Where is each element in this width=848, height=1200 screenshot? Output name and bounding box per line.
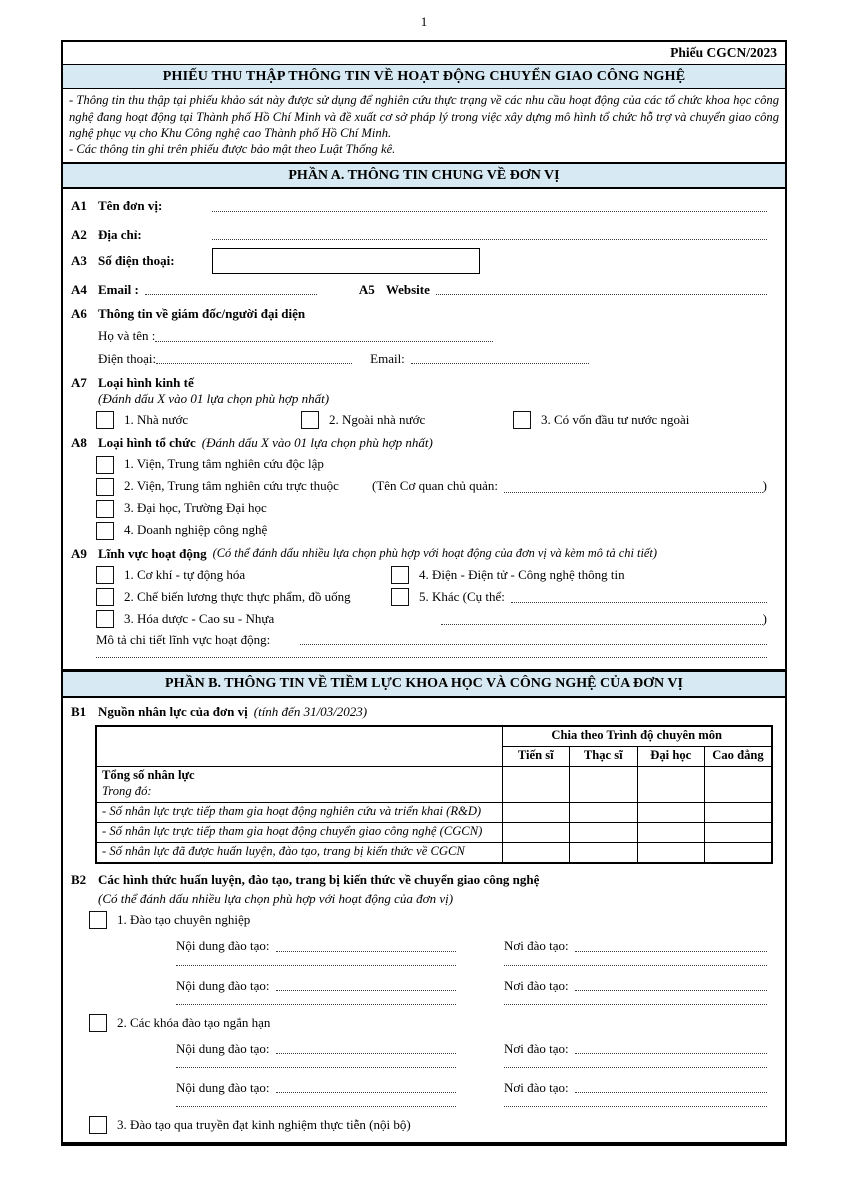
b2-option-1-checkbox[interactable] bbox=[89, 911, 107, 929]
b2-place-label: Nơi đào tạo: bbox=[504, 977, 569, 993]
a6-email-label: Email: bbox=[370, 350, 405, 366]
a7-option-2-checkbox[interactable] bbox=[301, 411, 319, 429]
a8-label: Loại hình tổ chức bbox=[98, 435, 196, 451]
a3-label: Số điện thoại: bbox=[98, 252, 175, 268]
b2-content-label: Nội dung đào tạo: bbox=[176, 977, 270, 993]
form-code: Phiếu CGCN/2023 bbox=[63, 42, 785, 65]
row-a3 bbox=[71, 248, 767, 274]
table-row bbox=[96, 843, 772, 863]
a8-option-1-label: 1. Viện, Trung tâm nghiên cứu độc lập bbox=[124, 456, 324, 472]
b1-row-total-label: Tổng số nhân lực Trong đó: bbox=[96, 767, 502, 803]
b1-row-cgcn-label: - Số nhân lực trực tiếp tham gia hoạt động chuyển giao công nghệ (CGCN) bbox=[96, 823, 502, 843]
a7-option-1-label: 1. Nhà nước bbox=[124, 412, 189, 428]
a9-option-1-checkbox[interactable] bbox=[96, 566, 114, 584]
b2-content-fill-line bbox=[276, 1052, 456, 1054]
b1-cell-input[interactable] bbox=[570, 823, 638, 843]
a7-option-1 bbox=[96, 411, 301, 429]
b2-place-fill-line bbox=[575, 1052, 767, 1054]
b2-entry-cont-row bbox=[71, 964, 767, 969]
a8-option-3-row bbox=[71, 500, 767, 518]
a2-code: A2 bbox=[71, 226, 87, 242]
a9-options-row-3 bbox=[71, 610, 767, 628]
b2-place-fill-line bbox=[575, 950, 767, 952]
b2-content-label: Nội dung đào tạo: bbox=[176, 1040, 270, 1056]
b1-col-tien-si: Tiến sĩ bbox=[502, 747, 570, 767]
b1-cell-input[interactable] bbox=[570, 767, 638, 803]
b2-place-fill-line bbox=[575, 989, 767, 991]
b1-label: Nguồn nhân lực của đơn vị bbox=[98, 703, 248, 719]
b1-table bbox=[95, 725, 773, 864]
a5-label: Website bbox=[385, 281, 430, 297]
a8-code: A8 bbox=[71, 435, 87, 451]
row-a4-a5 bbox=[71, 282, 767, 298]
a9-options-row-2 bbox=[71, 588, 767, 606]
section-b-body bbox=[63, 698, 785, 1143]
a9-label: Lĩnh vực hoạt động bbox=[98, 545, 207, 561]
b2-content-fill-line bbox=[276, 950, 456, 952]
row-a8 bbox=[71, 435, 767, 451]
b1-code: B1 bbox=[71, 703, 87, 719]
form-sheet bbox=[61, 40, 787, 1146]
a5-fill-line bbox=[436, 293, 767, 295]
b2-content-fill-line-2 bbox=[176, 1003, 456, 1005]
a9-option-2-label: 2. Chế biến lương thực thực phẩm, đồ uống bbox=[124, 588, 351, 604]
b2-content-label: Nội dung đào tạo: bbox=[176, 1080, 270, 1096]
row-b1 bbox=[71, 704, 767, 720]
section-a-body bbox=[63, 189, 785, 669]
a6-name-fill-line bbox=[155, 340, 493, 342]
a9-option-2-checkbox[interactable] bbox=[96, 588, 114, 606]
a9-option-2 bbox=[96, 588, 391, 606]
a6-code: A6 bbox=[71, 306, 87, 322]
a9-option-5-fill-line-2 bbox=[441, 623, 763, 625]
a9-option-4-checkbox[interactable] bbox=[391, 566, 409, 584]
b2-option-2-checkbox[interactable] bbox=[89, 1014, 107, 1032]
a9-detail-label: Mô tả chi tiết lĩnh vực hoạt động: bbox=[96, 631, 271, 647]
b1-row-trained-label: - Số nhân lực đã được huấn luyện, đào tạo, trang bị kiến thức về CGCN bbox=[96, 843, 502, 863]
b1-cell-input[interactable] bbox=[705, 843, 773, 863]
b2-entry-row bbox=[71, 938, 767, 954]
row-a9 bbox=[71, 546, 767, 562]
b2-place-label: Nơi đào tạo: bbox=[504, 1080, 569, 1096]
a9-option-3-label: 3. Hóa dược - Cao su - Nhựa bbox=[124, 610, 275, 626]
a9-option-3-checkbox[interactable] bbox=[96, 610, 114, 628]
b2-place-fill-line-2 bbox=[504, 1105, 767, 1107]
intro-line-2: - Các thông tin ghi trên phiếu được bảo mật theo Luật Thống kê. bbox=[69, 142, 396, 157]
a8-option-4-row bbox=[71, 522, 767, 540]
a6-email-fill-line bbox=[411, 362, 589, 364]
a9-detail-fill-line-2 bbox=[96, 656, 767, 658]
row-b2 bbox=[71, 872, 767, 888]
b2-option-1-row bbox=[71, 911, 767, 929]
b2-option-1-label: 1. Đào tạo chuyên nghiệp bbox=[117, 912, 251, 928]
table-row bbox=[96, 823, 772, 843]
a9-detail-fill-line bbox=[300, 643, 767, 645]
a7-options-row bbox=[71, 411, 767, 429]
a6-label: Thông tin về giám đốc/người đại diện bbox=[98, 306, 306, 322]
b1-cell-input[interactable] bbox=[502, 823, 570, 843]
b2-option-2-label: 2. Các khóa đào tạo ngắn hạn bbox=[117, 1014, 271, 1030]
a2-label: Địa chỉ: bbox=[98, 226, 142, 242]
section-a-header: PHẦN A. THÔNG TIN CHUNG VỀ ĐƠN VỊ bbox=[63, 162, 785, 190]
a9-detail-row bbox=[71, 632, 767, 648]
a2-fill-line bbox=[212, 238, 767, 240]
b2-content-fill-line-2 bbox=[176, 1066, 456, 1068]
a8-option-1-checkbox[interactable] bbox=[96, 456, 114, 474]
b2-code: B2 bbox=[71, 871, 87, 887]
b1-cell-input[interactable] bbox=[637, 843, 705, 863]
a9-option-1-label: 1. Cơ khí - tự động hóa bbox=[124, 566, 246, 582]
a3-phone-input[interactable] bbox=[212, 248, 480, 274]
a7-code: A7 bbox=[71, 374, 87, 390]
b1-cell-input[interactable] bbox=[637, 823, 705, 843]
b2-place-fill-line-2 bbox=[504, 1066, 767, 1068]
b2-entry-cont-row bbox=[71, 1105, 767, 1110]
b1-cell-input[interactable] bbox=[502, 767, 570, 803]
b2-content-fill-line bbox=[276, 1091, 456, 1093]
a8-option-3-label: 3. Đại học, Trường Đại học bbox=[124, 500, 267, 516]
a9-option-4 bbox=[391, 566, 625, 584]
section-b-header: PHẦN B. THÔNG TIN VỀ TIỀM LỰC KHOA HỌC VÀ CÔNG NGHỆ CỦA ĐƠN VỊ bbox=[63, 669, 785, 698]
b1-cell-input[interactable] bbox=[502, 843, 570, 863]
a6-name-label: Họ và tên : bbox=[98, 328, 156, 344]
a8-option-2-row bbox=[71, 478, 767, 496]
a9-option-3 bbox=[96, 610, 391, 628]
b2-entry-row bbox=[71, 978, 767, 994]
a7-option-2-label: 2. Ngoài nhà nước bbox=[329, 412, 426, 428]
a7-label: Loại hình kinh tế bbox=[98, 374, 194, 390]
b1-cell-input[interactable] bbox=[570, 803, 638, 823]
b1-cell-input[interactable] bbox=[637, 803, 705, 823]
b2-place-fill-line bbox=[575, 1091, 767, 1093]
row-a2 bbox=[71, 227, 767, 243]
row-a7 bbox=[71, 375, 767, 391]
a6-phone-fill-line bbox=[156, 362, 352, 364]
b1-cell-input[interactable] bbox=[502, 803, 570, 823]
a8-option-3-checkbox[interactable] bbox=[96, 500, 114, 518]
b2-option-3-checkbox[interactable] bbox=[89, 1116, 107, 1134]
row-a6 bbox=[71, 306, 767, 322]
a8-agency-close: ) bbox=[762, 478, 767, 494]
b2-content-label: Nội dung đào tạo: bbox=[176, 938, 270, 954]
a1-fill-line bbox=[212, 210, 767, 212]
a5-code: A5 bbox=[358, 281, 375, 297]
b2-place-label: Nơi đào tạo: bbox=[504, 1040, 569, 1056]
table-row bbox=[96, 767, 772, 803]
a9-option-5-fill-line bbox=[511, 601, 767, 603]
b2-hint: (Có thể đánh dấu nhiều lựa chọn phù hợp với hoạt động của đơn vị) bbox=[98, 891, 454, 907]
b2-entry-cont-row bbox=[71, 1003, 767, 1008]
b1-cell-input[interactable] bbox=[570, 843, 638, 863]
b2-entry-row bbox=[71, 1080, 767, 1096]
a9-option-5 bbox=[391, 588, 767, 606]
b2-content-fill-line bbox=[276, 989, 456, 991]
a4-fill-line bbox=[145, 293, 317, 295]
b2-label: Các hình thức huấn luyện, đào tạo, trang bị kiến thức về chuyển giao công nghệ bbox=[98, 871, 540, 887]
b2-option-2-row bbox=[71, 1014, 767, 1032]
intro-line-1: - Thông tin thu thập tại phiếu khảo sát này được sử dụng để nghiên cứu thực trạng về các nhu cầu hoạt động của các tổ chức khoa học công nghệ đang hoạt động tại Thành phố Hồ Chí Minh và đề xuất cơ sở pháp lý trong việc xây dựng mô hình tổ chức hỗ trợ và chuyển giao công nghệ phục vụ cho Khu Công nghệ cao Thành phố Hồ Chí Minh. bbox=[69, 93, 779, 141]
b2-place-fill-line-2 bbox=[504, 1003, 767, 1005]
b2-option-3-label: 3. Đào tạo qua truyền đạt kinh nghiệm thực tiễn (nội bộ) bbox=[117, 1117, 411, 1133]
b1-table-corner-cell bbox=[96, 726, 502, 767]
a7-option-3 bbox=[513, 411, 689, 429]
table-row bbox=[96, 803, 772, 823]
a9-option-5-checkbox[interactable] bbox=[391, 588, 409, 606]
b1-cell-input[interactable] bbox=[637, 767, 705, 803]
b2-entry-row bbox=[71, 1041, 767, 1057]
a9-code: A9 bbox=[71, 545, 87, 561]
b1-cell-input[interactable] bbox=[705, 823, 773, 843]
a3-code: A3 bbox=[71, 252, 87, 268]
a7-option-3-label: 3. Có vốn đầu tư nước ngoài bbox=[541, 412, 690, 428]
a8-option-2-label: 2. Viện, Trung tâm nghiên cứu trực thuộc bbox=[124, 478, 339, 494]
a1-code: A1 bbox=[71, 198, 87, 214]
b1-cell-input[interactable] bbox=[705, 803, 773, 823]
b1-col-dai-hoc: Đại học bbox=[637, 747, 705, 767]
a9-detail-row-2 bbox=[71, 656, 767, 661]
a8-agency-label: (Tên Cơ quan chủ quản: bbox=[372, 478, 499, 494]
a9-options-row-1 bbox=[71, 566, 767, 584]
row-a6-name bbox=[71, 328, 767, 344]
b2-place-fill-line-2 bbox=[504, 964, 767, 966]
b2-content-fill-line-2 bbox=[176, 964, 456, 966]
row-a6-phone-email bbox=[71, 351, 767, 367]
form-title: PHIẾU THU THẬP THÔNG TIN VỀ HOẠT ĐỘNG CHUYỂN GIAO CÔNG NGHỆ bbox=[63, 65, 785, 90]
a8-option-1-row bbox=[71, 456, 767, 474]
page-number: 1 bbox=[420, 14, 428, 29]
a1-label: Tên đơn vị: bbox=[98, 198, 163, 214]
b2-entry-cont-row bbox=[71, 1066, 767, 1071]
b2-place-label: Nơi đào tạo: bbox=[504, 938, 569, 954]
b1-table-group-header: Chia theo Trình độ chuyên môn bbox=[502, 726, 772, 747]
b1-cell-input[interactable] bbox=[705, 767, 773, 803]
a4-label: Email : bbox=[98, 281, 139, 297]
a8-option-4-label: 4. Doanh nghiệp công nghệ bbox=[124, 522, 268, 538]
a9-option-5-close: ) bbox=[762, 610, 767, 626]
b1-row-rd-label: - Số nhân lực trực tiếp tham gia hoạt động nghiên cứu và triển khai (R&D) bbox=[96, 803, 502, 823]
a6-phone-label: Điện thoại: bbox=[98, 350, 157, 366]
a7-option-3-checkbox[interactable] bbox=[513, 411, 531, 429]
b1-col-cao-dang: Cao đẳng bbox=[705, 747, 773, 767]
row-a1 bbox=[71, 198, 767, 214]
a8-agency-fill-line bbox=[504, 491, 763, 493]
b2-content-fill-line-2 bbox=[176, 1105, 456, 1107]
b1-col-thac-si: Thạc sĩ bbox=[570, 747, 638, 767]
a9-option-5-label: 5. Khác (Cụ thể: bbox=[419, 588, 505, 604]
a8-hint: (Đánh dấu X vào 01 lựa chọn phù hợp nhất) bbox=[201, 435, 433, 451]
a8-option-2-checkbox[interactable] bbox=[96, 478, 114, 496]
intro-text bbox=[63, 89, 785, 161]
a7-option-1-checkbox[interactable] bbox=[96, 411, 114, 429]
a7-hint: (Đánh dấu X vào 01 lựa chọn phù hợp nhất) bbox=[98, 391, 330, 407]
a9-option-1 bbox=[96, 566, 391, 584]
a4-code: A4 bbox=[71, 281, 87, 297]
b2-option-3-row bbox=[71, 1116, 767, 1134]
b1-hint: (tính đến 31/03/2023) bbox=[253, 703, 368, 719]
a9-hint: (Có thể đánh dấu nhiều lựa chọn phù hợp với hoạt động của đơn vị và kèm mô tả chi tiết) bbox=[212, 546, 657, 561]
a9-option-4-label: 4. Điện - Điện tử - Công nghệ thông tin bbox=[419, 566, 625, 582]
a7-option-2 bbox=[301, 411, 441, 429]
a8-option-4-checkbox[interactable] bbox=[96, 522, 114, 540]
